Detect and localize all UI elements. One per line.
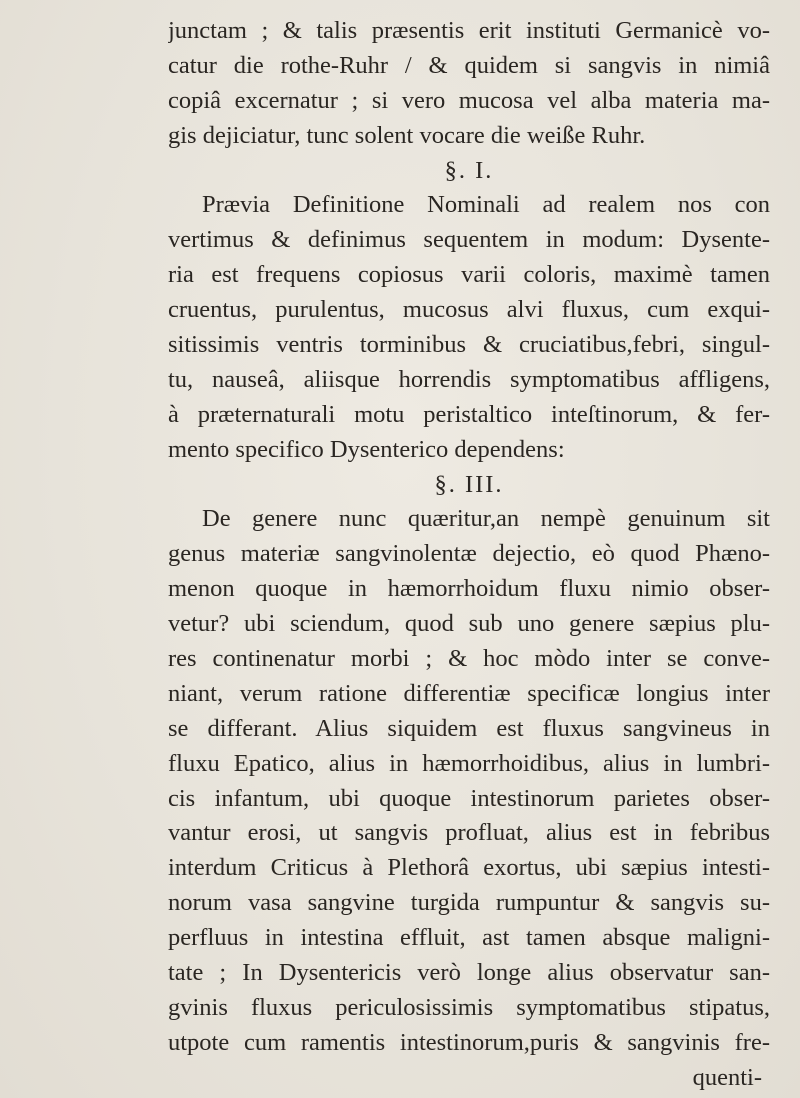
text-line: gis dejiciatur, tunc solent vocare die weiße Ruhr.	[168, 121, 646, 149]
text-line: se differant. Alius siquidem est fluxus sangvineus in	[168, 714, 770, 742]
catchword: quenti-	[692, 1063, 762, 1091]
text-line: perfluus in intestina effluit, ast tamen absque maligni-	[168, 924, 770, 952]
text-line: menon quoque in hæmorrhoidum fluxu nimio obser-	[168, 575, 770, 603]
text-line: vetur? ubi sciendum, quod sub uno genere sæpius plu-	[168, 610, 770, 638]
text-line: copiâ excernatur ; si vero mucosa vel alba materia ma-	[168, 86, 770, 114]
text-line: cis infantum, ubi quoque intestinorum parietes obser-	[168, 784, 770, 812]
text-line: res continenatur morbi ; & hoc mòdo inter se conve-	[168, 645, 770, 673]
text-line: à præternaturali motu peristaltico inteſtinorum, & fer-	[168, 400, 770, 428]
text-line: ria est frequens copiosus varii coloris, maximè tamen	[168, 261, 770, 289]
text-line: fluxu Epatico, alius in hæmorrhoidibus, alius in lumbri-	[168, 749, 770, 777]
page-text	[168, 14, 770, 1096]
text-line: gvinis fluxus periculosissimis symptomatibus stipatus,	[168, 993, 770, 1021]
text-line: vantur erosi, ut sangvis profluat, alius est in febribus	[168, 819, 770, 847]
text-line: interdum Criticus à Plethorâ exortus, ubi sæpius intesti-	[168, 854, 770, 882]
text-line: sitissimis ventris torminibus & cruciatibus,febri, singul-	[168, 331, 770, 359]
section-heading: §. I.	[444, 156, 494, 184]
text-line: junctam ; & talis præsentis erit instituti Germanicè vo-	[168, 17, 770, 44]
paragraph-start-line: De genere nunc quæritur,an nempè genuinum sit	[202, 505, 770, 533]
paragraph-start-line: Prævia Definitione Nominali ad realem nos con	[202, 191, 770, 219]
section-heading: §. III.	[434, 470, 504, 498]
text-line: tu, nauseâ, aliisque horrendis symptomatibus affligens,	[168, 365, 770, 393]
text-line: cruentus, purulentus, mucosus alvi fluxus, cum exqui-	[168, 296, 770, 324]
text-line: tate ; In Dysentericis verò longe alius observatur san-	[168, 959, 770, 987]
text-line: norum vasa sangvine turgida rumpuntur & sangvis su-	[168, 889, 770, 917]
text-line: mento specifico Dysenterico dependens:	[168, 435, 565, 463]
text-line: catur die rothe-Ruhr / & quidem si sangvis in nimiâ	[168, 51, 770, 79]
text-line: vertimus & definimus sequentem in modum: Dysente-	[168, 226, 770, 254]
text-line: genus materiæ sangvinolentæ dejectio, eò quod Phæno-	[168, 540, 770, 568]
text-line: niant, verum ratione differentiæ specificæ longius inter	[168, 679, 770, 707]
text-line: utpote cum ramentis intestinorum,puris & sangvinis fre-	[168, 1028, 770, 1056]
